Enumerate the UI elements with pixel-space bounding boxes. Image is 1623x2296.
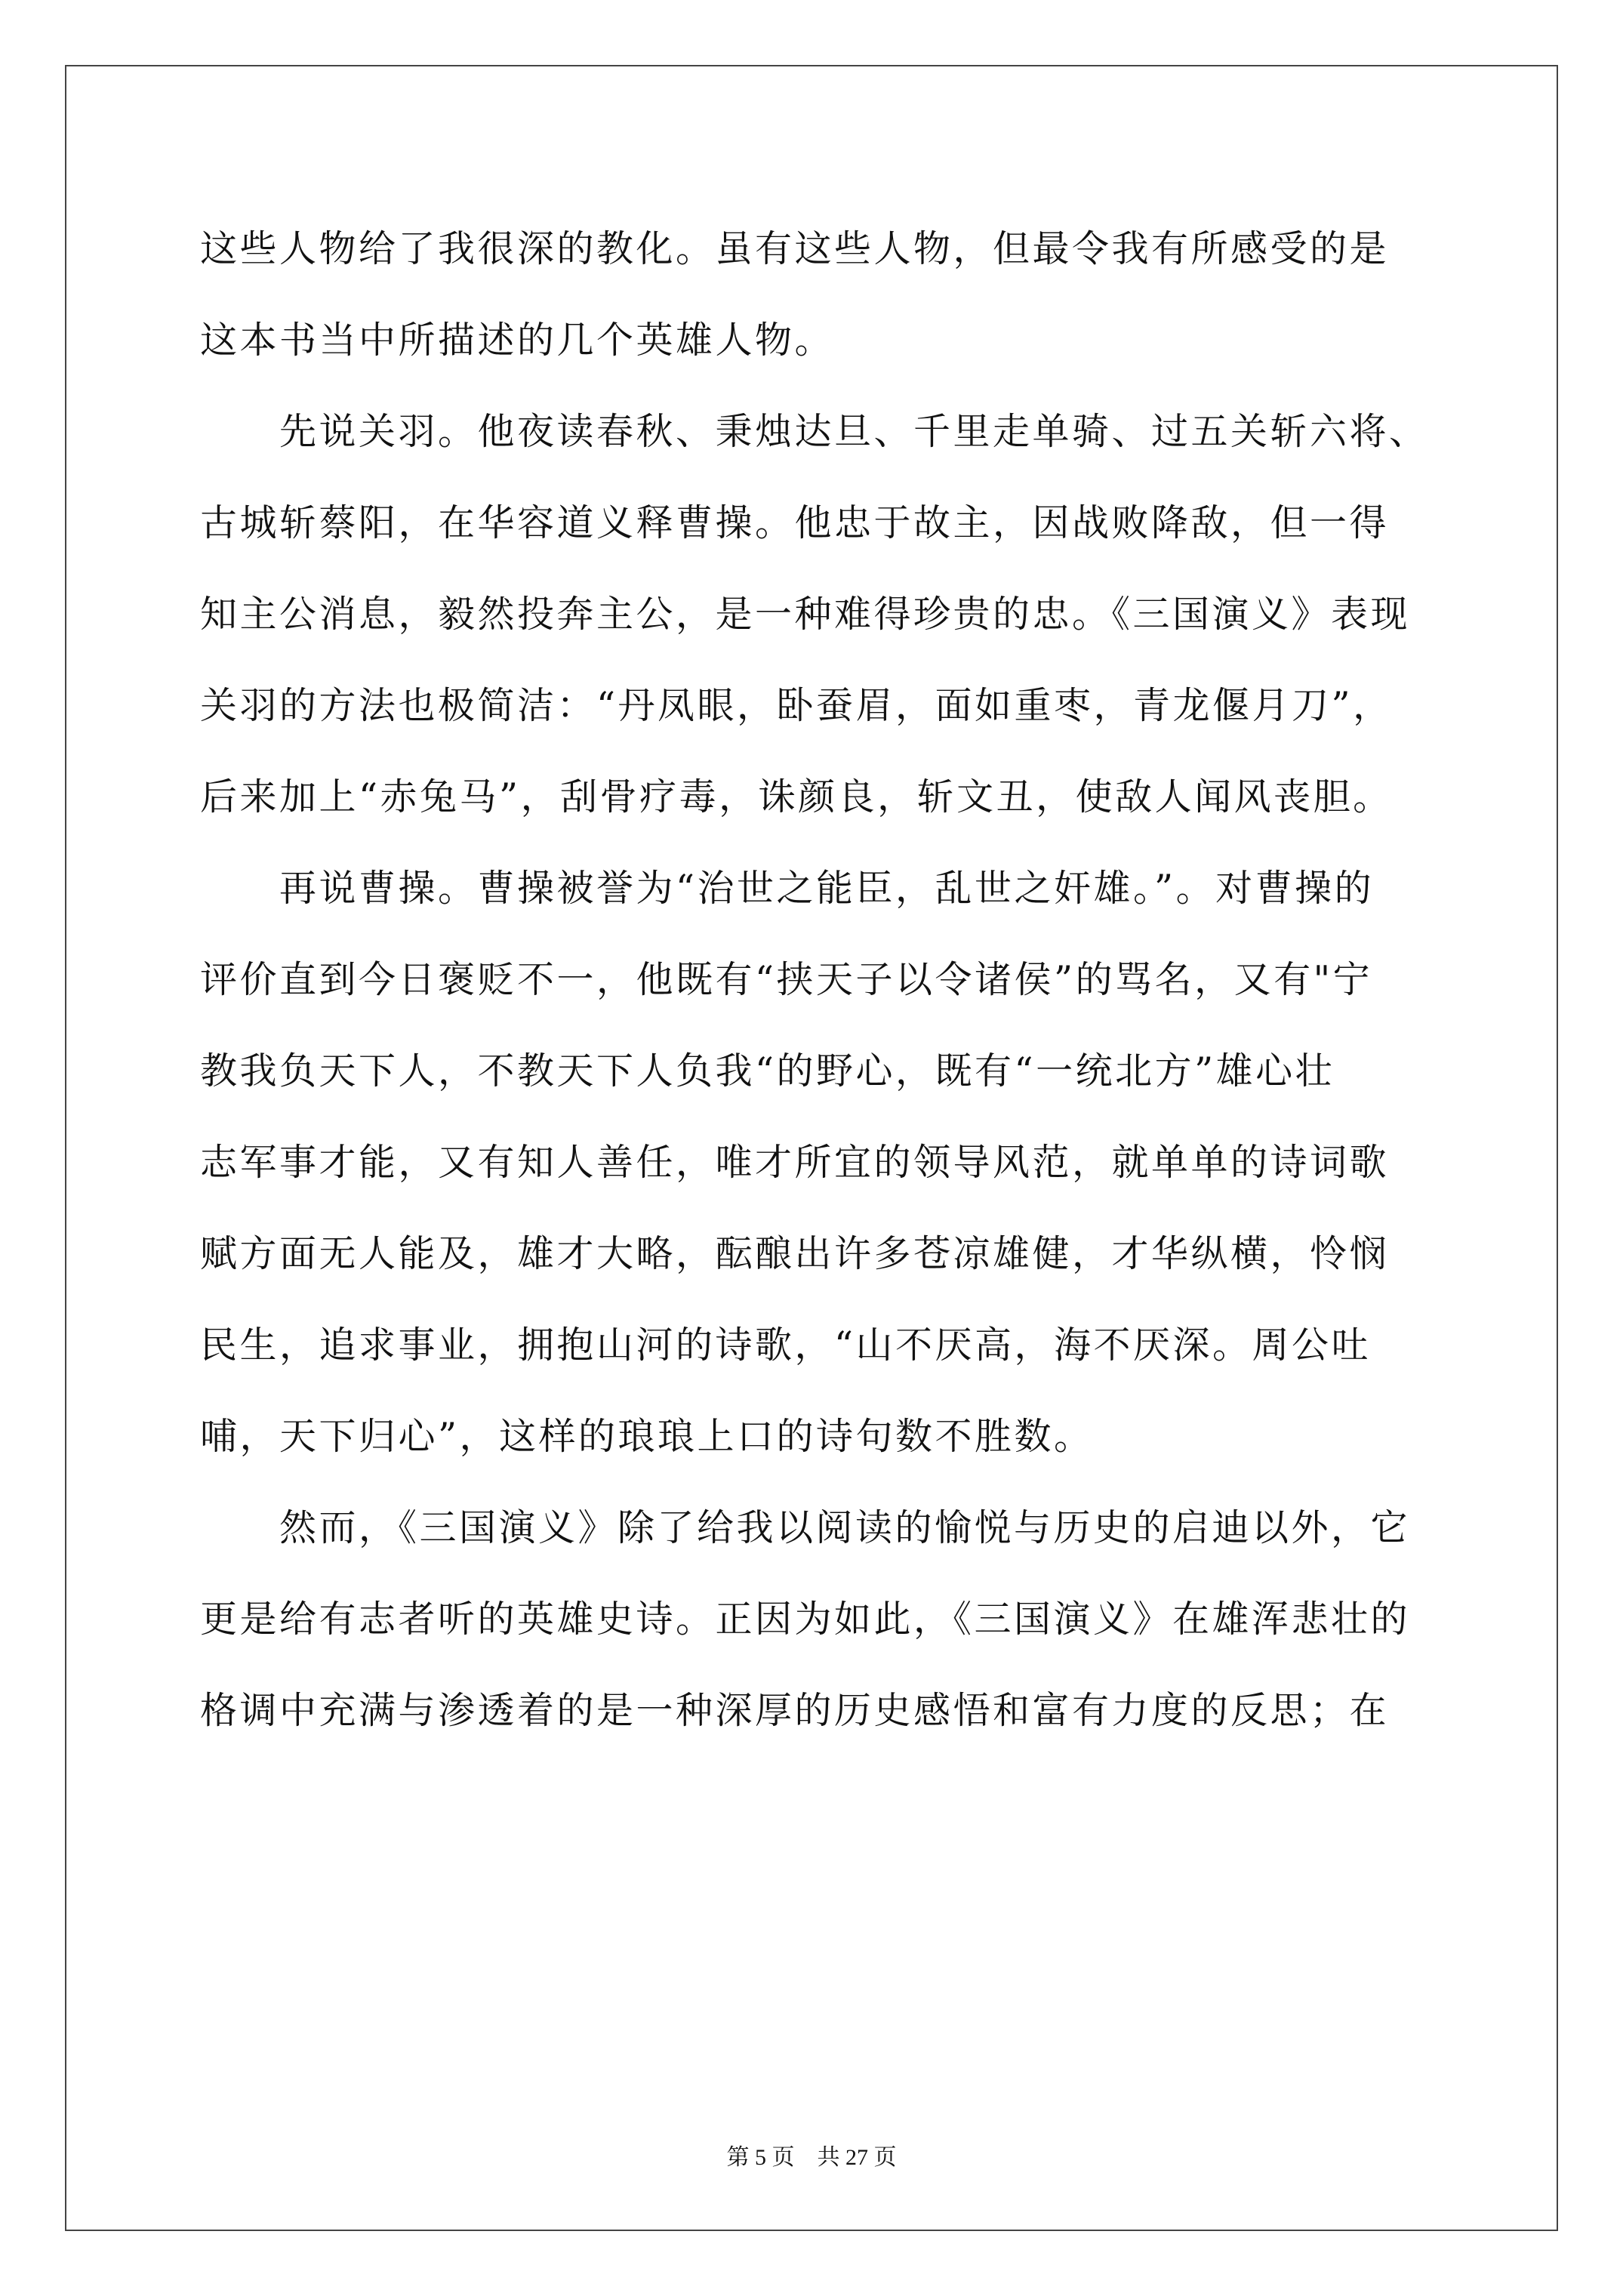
text-line: 再说曹操。曹操被誉为“治世之能臣，乱世之奸雄。”。对曹操的 [200,867,1375,910]
text-line: 赋方面无人能及，雄才大略，酝酿出许多苍凉雄健，才华纵横，怜悯 [200,1232,1390,1275]
text-line: 格调中充满与渗透着的是一种深厚的历史感悟和富有力度的反思；在 [200,1689,1390,1732]
text-line: 教我负天下人，不教天下人负我“的野心，既有“一统北方”雄心壮 [200,1049,1335,1093]
text-line: 哺，天下归心”，这样的琅琅上口的诗句数不胜数。 [200,1415,1094,1458]
text-line: 后来加上“赤兔马”，刮骨疗毒，诛颜良，斩文丑，使敌人闻风丧胆。 [200,775,1393,818]
text-line: 更是给有志者听的英雄史诗。正因为如此，《三国演义》在雄浑悲壮的 [200,1598,1411,1641]
text-line: 然而，《三国演义》除了给我以阅读的愉悦与历史的启迪以外，它 [200,1506,1411,1549]
page-number-footer: 第 5 页 共 27 页 [726,2145,897,2170]
text-line: 评价直到今日褒贬不一，他既有“挟天子以令诸侯”的骂名，又有"宁 [200,958,1373,1001]
text-line: 知主公消息，毅然投奔主公，是一种难得珍贵的忠。《三国演义》表现 [200,593,1411,636]
text-line: 关羽的方法也极简洁：“丹凤眼，卧蚕眉，面如重枣，青龙偃月刀”， [200,684,1393,727]
text-line: 古城斩蔡阳，在华容道义释曹操。他忠于故主，因战败降敌，但一得 [200,501,1390,544]
text-line: 这些人物给了我很深的教化。虽有这些人物，但最令我有所感受的是 [200,227,1390,270]
text-line: 这本书当中所描述的几个英雄人物。 [200,319,835,362]
text-line: 志军事才能，又有知人善任，唯才所宜的领导风范，就单单的诗词歌 [200,1141,1390,1184]
text-line: 民生，追求事业，拥抱山河的诗歌，“山不厌高，海不厌深。周公吐 [200,1324,1372,1367]
text-line: 先说关羽。他夜读春秋、秉烛达旦、千里走单骑、过五关斩六将、 [200,410,1429,453]
